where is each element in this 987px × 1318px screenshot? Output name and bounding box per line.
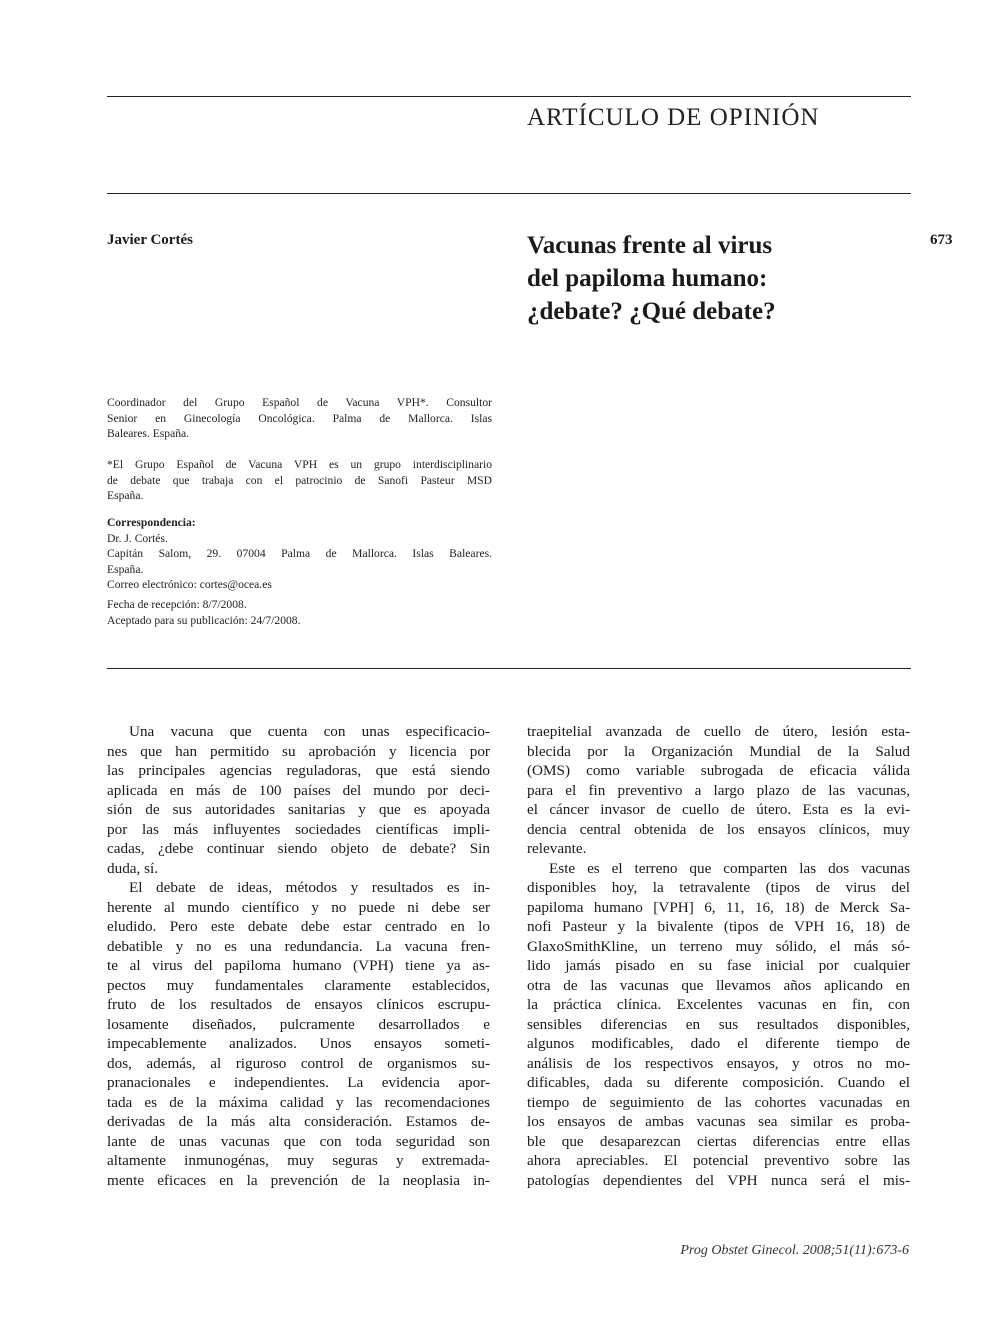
body-line: debatible y no es una redundancia. La vacuna fren- [107, 937, 490, 955]
note-line: de debate que trabaja con el patrocinio de Sanofi Pasteur MSD [107, 473, 492, 487]
dates-block [107, 597, 492, 628]
body-line: losamente diseñados, pulcramente desarrollados e [107, 1015, 490, 1033]
body-line: para el fin preventivo a largo plazo de las vacunas, [527, 781, 910, 799]
body-line: nes que han permitido su aprobación y licencia por [107, 742, 490, 760]
body-paragraph [527, 722, 910, 859]
accepted-date: Aceptado para su publicación: 24/7/2008. [107, 613, 301, 627]
body-line: duda, sí. [107, 859, 159, 877]
page-number: 673 [930, 232, 953, 248]
body-line: ahora apreciables. El potencial preventivo sobre las [527, 1152, 910, 1169]
body-line: por las más influyentes sociedades científicas impli- [107, 820, 490, 838]
received-date: Fecha de recepción: 8/7/2008. [107, 598, 247, 611]
body-line: GlaxoSmithKline, un terreno muy sólido, el más só- [527, 937, 910, 955]
author-name: Javier Cortés [107, 232, 193, 248]
body-line: aplicada en más de 100 países del mundo por deci- [107, 781, 490, 799]
body-line: patologías dependientes del VPH nunca será el mis- [527, 1171, 910, 1189]
body-line: pectos muy fundamentales claramente establecidos, [107, 976, 490, 994]
body-line: el cáncer invasor de cuello de útero. Esta es la evi- [527, 801, 910, 818]
correspondence-line: Capitán Salom, 29. 07004 Palma de Mallorca. Islas Baleares. [107, 547, 492, 560]
body-line: derivadas de la más alta consideración. Estamos de- [107, 1113, 490, 1130]
body-line: herente al mundo científico y no puede ni debe ser [107, 898, 490, 916]
correspondence-email: Correo electrónico: cortes@ocea.es [107, 578, 272, 591]
meta-bottom-rule [107, 668, 911, 669]
body-line: sensibles diferencias en sus resultados disponibles, [527, 1015, 910, 1033]
correspondence-line: Dr. J. Cortés. [107, 531, 168, 545]
body-line: disponibles hoy, la tetravalente (tipos de virus del [527, 879, 910, 896]
correspondence-block [107, 515, 492, 593]
body-line: Una vacuna que cuenta con unas especificacio- [129, 723, 490, 740]
body-line: análisis de los respectivos ensayos, y otros no mo- [527, 1054, 910, 1072]
article-title [527, 229, 867, 328]
body-line: tada es de la máxima calidad y las recomendaciones [107, 1093, 490, 1111]
body-line: tiempo de seguimiento de las cohortes vacunadas en [527, 1093, 910, 1111]
body-line: Este es el terreno que comparten las dos vacunas [549, 859, 910, 877]
body-paragraph [527, 859, 910, 1191]
body-line: (OMS) como variable subrogada de eficacia válida [527, 762, 910, 779]
body-line: El debate de ideas, métodos y resultados es in- [129, 879, 490, 896]
body-line: la práctica clínica. Excelentes vacunas en fin, con [527, 996, 910, 1013]
body-line: las principales agencias reguladoras, que está siendo [107, 762, 490, 779]
body-line: dencia central obtenida de los ensayos clínicos, muy [527, 820, 910, 838]
body-column-left [107, 722, 490, 1190]
affiliation-line: Coordinador del Grupo Español de Vacuna VPH*. Consultor [107, 396, 492, 409]
body-line: ble que desaparezcan ciertas diferencias entre ellas [527, 1132, 910, 1150]
body-line: traepitelial avanzada de cuello de útero, lesión esta- [527, 723, 910, 740]
body-line: mente eficaces en la prevención de la neoplasia in- [107, 1171, 490, 1189]
body-line: sión de sus autoridades sanitarias y que es apoyada [107, 801, 490, 818]
note-line: España. [107, 489, 144, 502]
body-line: altamente inmunogénas, muy seguras y extremada- [107, 1152, 490, 1169]
body-line: blecida por la Organización Mundial de la Salud [527, 742, 910, 760]
body-line: cadas, ¿debe continuar siendo objeto de debate? Sin [107, 840, 490, 857]
body-line: lido jamás pisado en su fase inicial por cualquier [527, 957, 910, 974]
body-paragraph [107, 722, 490, 878]
correspondence-heading: Correspondencia: [107, 516, 196, 529]
body-line: lante de unas vacunas que con toda seguridad son [107, 1132, 490, 1150]
group-note [107, 457, 492, 504]
author-affiliation [107, 395, 492, 442]
affiliation-line: Senior en Ginecología Oncológica. Palma de Mallorca. Islas [107, 411, 492, 425]
body-paragraph [107, 878, 490, 1190]
correspondence-line: España. [107, 562, 144, 576]
top-rule [107, 96, 911, 97]
title-line: ¿debate? ¿Qué debate? [527, 298, 776, 325]
journal-citation: Prog Obstet Ginecol. 2008;51(11):673-6 [680, 1243, 909, 1258]
title-line: del papiloma humano: [527, 265, 768, 292]
body-line: dificables, dada su diferente composición. Cuando el [527, 1074, 910, 1091]
body-line: pranacionales e independientes. La evidencia apor- [107, 1074, 490, 1091]
section-label: ARTÍCULO DE OPINIÓN [527, 104, 820, 131]
body-line: relevante. [527, 840, 587, 857]
body-line: eludido. Pero este debate debe estar centrado en lo [107, 918, 490, 935]
title-line: Vacunas frente al virus [527, 232, 773, 259]
body-line: papiloma humano [VPH] 6, 11, 16, 18) de Merck Sa- [527, 898, 910, 916]
body-line: impecablemente analizados. Unos ensayos someti- [107, 1035, 490, 1052]
body-line: algunos modificables, dado el diferente tiempo de [527, 1035, 910, 1052]
note-line: *El Grupo Español de Vacuna VPH es un grupo interdisciplinario [107, 458, 492, 471]
body-line: fruto de los resultados de ensayos clínicos escrupu- [107, 996, 490, 1013]
body-line: nofi Pasteur y la bivalente (tipos de VPH 16, 18) de [527, 918, 910, 935]
body-line: dos, además, al riguroso control de organismos su- [107, 1054, 490, 1072]
header-bottom-rule [107, 193, 911, 194]
body-line: los ensayos de ambas vacunas sea similar es proba- [527, 1113, 910, 1130]
body-line: te al virus del papiloma humano (VPH) tiene ya as- [107, 957, 490, 974]
body-line: otra de las vacunas que llevamos años aplicando en [527, 976, 910, 994]
affiliation-line: Baleares. España. [107, 427, 190, 440]
body-column-right [527, 722, 910, 1190]
